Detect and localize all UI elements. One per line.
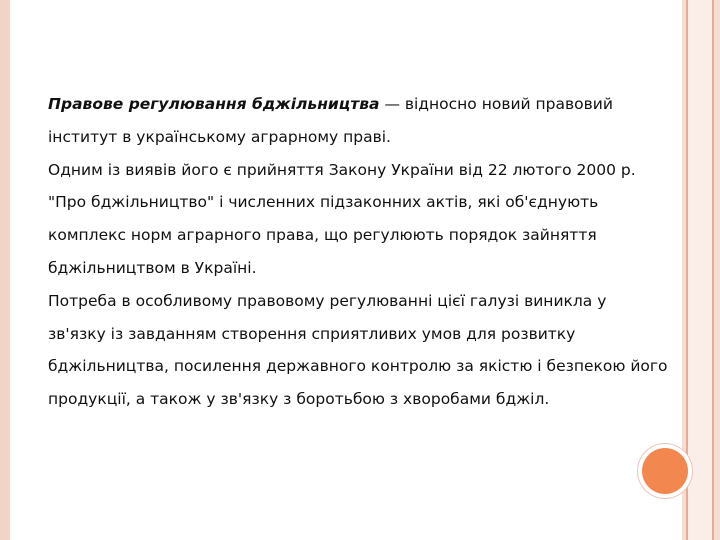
decorative-circle [642,448,688,494]
paragraph-definition [48,88,668,154]
slide-body [48,88,668,416]
right-border-inner-band [688,0,712,540]
definition-text: — відносно новий правовий інститут в українському аграрному праві. [48,95,613,146]
paragraph-need: Потреба в особливому правовому регулюванні цієї галузі виникла у зв'язку із завданням створення сприятливих умов для розвитку бджільництва, посилення державного контролю за якістю і безпекою його продукції, а також у зв'язку з боротьбою з хворобами бджіл. [48,291,668,409]
right-border-line-right [712,0,714,540]
term-heading: Правове регулювання бджільництва [48,95,380,113]
left-border-decoration [0,0,10,540]
paragraph-law: Одним із виявів його є прийняття Закону України від 22 лютого 2000 р. "Про бджільництво" і численних підзаконних актів, які об'єднують комплекс норм аграрного права, що регулюють порядок зайняття бджільництвом в Україні. [48,160,636,277]
